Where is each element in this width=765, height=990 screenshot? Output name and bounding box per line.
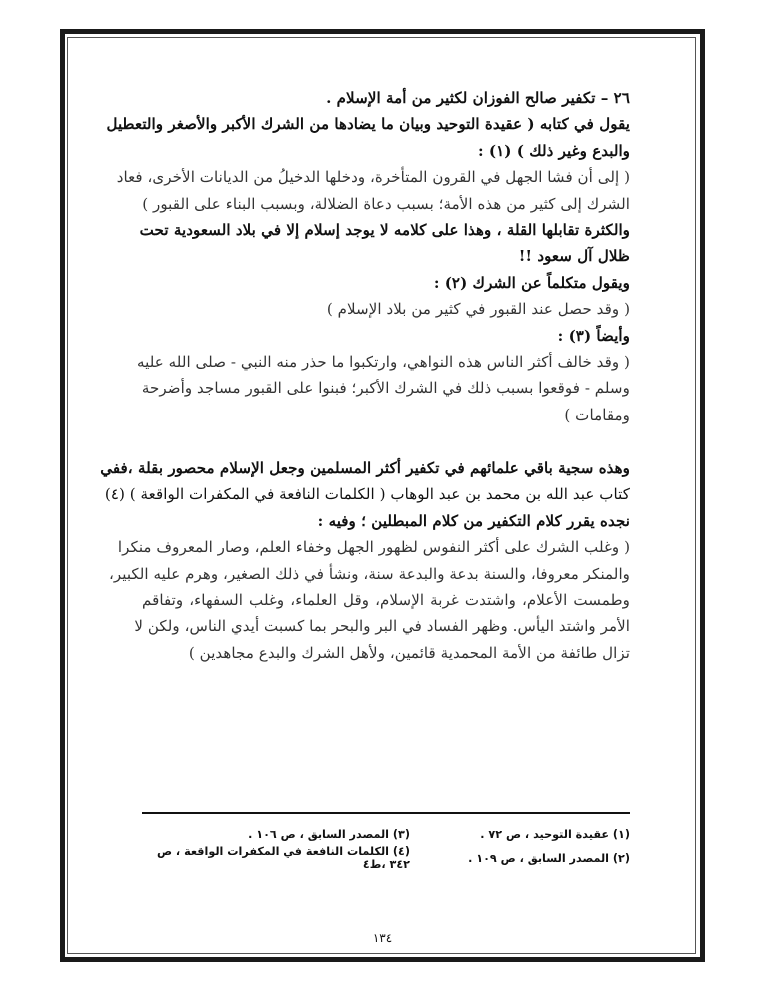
footnote-row <box>142 822 630 846</box>
page-number: ١٣٤ <box>372 931 393 945</box>
text-line: وهذه سجية باقي علمائهم في تكفير أكثر المسلمين وجعل الإسلام محصور بقلة ،ففي <box>100 459 630 478</box>
text-line: كتاب عبد الله بن محمد بن عبد الوهاب ( الكلمات النافعة في المكفرات الواقعة ) (٤) <box>104 485 630 504</box>
footnote-3: (٣) المصدر السابق ، ص ١٠٦ . <box>248 827 410 841</box>
paragraph-gap <box>142 431 630 458</box>
text-line: وسلم - فوقعوا بسبب ذلك في الشرك الأكبر؛ فبنوا على القبور مساجد وأضرحة <box>141 379 630 398</box>
text-line: ومقامات ) <box>564 405 630 424</box>
text-line: ٢٦ – تكفير صالح الفوزان لكثير من أمة الإسلام . <box>326 89 630 107</box>
main-text-block <box>100 88 630 669</box>
text-line: ويقول متكلماً عن الشرك (٢) : <box>433 273 630 292</box>
footnote-4: (٤) الكلمات النافعة في المكفرات الواقعة ، ص ٣٤٢ ،ط٤ <box>156 845 410 871</box>
text-line: يقول في كتابه ( عقيدة التوحيد وبيان ما يضادها من الشرك الأكبر والأصغر والتعطيل <box>106 115 630 134</box>
text-line: ظلال آل سعود !! <box>518 247 630 266</box>
text-line: وطمست الأعلام، واشتدت غربة الإسلام، وقل العلماء، وغلب السفهاء، وتفاقم <box>142 591 630 610</box>
footnote-separator <box>142 812 630 814</box>
footnote-2: (٢) المصدر السابق ، ص ١٠٩ . <box>468 851 630 865</box>
text-line: الأمر واشتد اليأس. وظهر الفساد في البر والبحر بما كسبت أيدي الناس، ولكن لا <box>134 617 630 636</box>
footnote-1: (١) عقيدة التوحيد ، ص ٧٢ . <box>480 827 630 841</box>
text-line: ( وغلب الشرك على أكثر النفوس لظهور الجهل وخفاء العلم، وصار المعروف منكرا <box>117 538 630 557</box>
text-line: والكثرة تقابلها القلة ، وهذا على كلامه لا يوجد إسلام إلا في بلاد السعودية تحت <box>139 220 630 239</box>
text-line: وأيضاً (٣) : <box>557 326 630 345</box>
text-line: والمنكر معروفا، والسنة بدعة والبدعة سنة، ونشأ في ذلك الصغير، وهرم عليه الكبير، <box>108 564 630 583</box>
footnotes <box>142 822 630 870</box>
footnote-row <box>142 846 630 870</box>
text-line: تزال طائفة من الأمة المحمدية قائمين، ولأهل الشرك والبدع مجاهدين ) <box>188 643 630 662</box>
text-line: ( وقد خالف أكثر الناس هذه النواهي، وارتكبوا ما حذر منه النبي - صلى الله عليه <box>137 352 630 371</box>
text-line: ( إلى أن فشا الجهل في القرون المتأخرة، ودخلها الدخيلُ من الديانات الأخرى، فعاد <box>116 168 630 187</box>
text-line: ( وقد حصل عند القبور في كثير من بلاد الإسلام ) <box>326 300 630 319</box>
text-line: والبدع وغير ذلك ) (١) : <box>477 141 630 160</box>
text-line: الشرك إلى كثير من هذه الأمة؛ بسبب دعاة الضلالة، وبسبب البناء على القبور ) <box>142 194 630 213</box>
text-line: نجده يقرر كلام التكفير من كلام المبطلين ؛ وفيه : <box>317 511 630 530</box>
